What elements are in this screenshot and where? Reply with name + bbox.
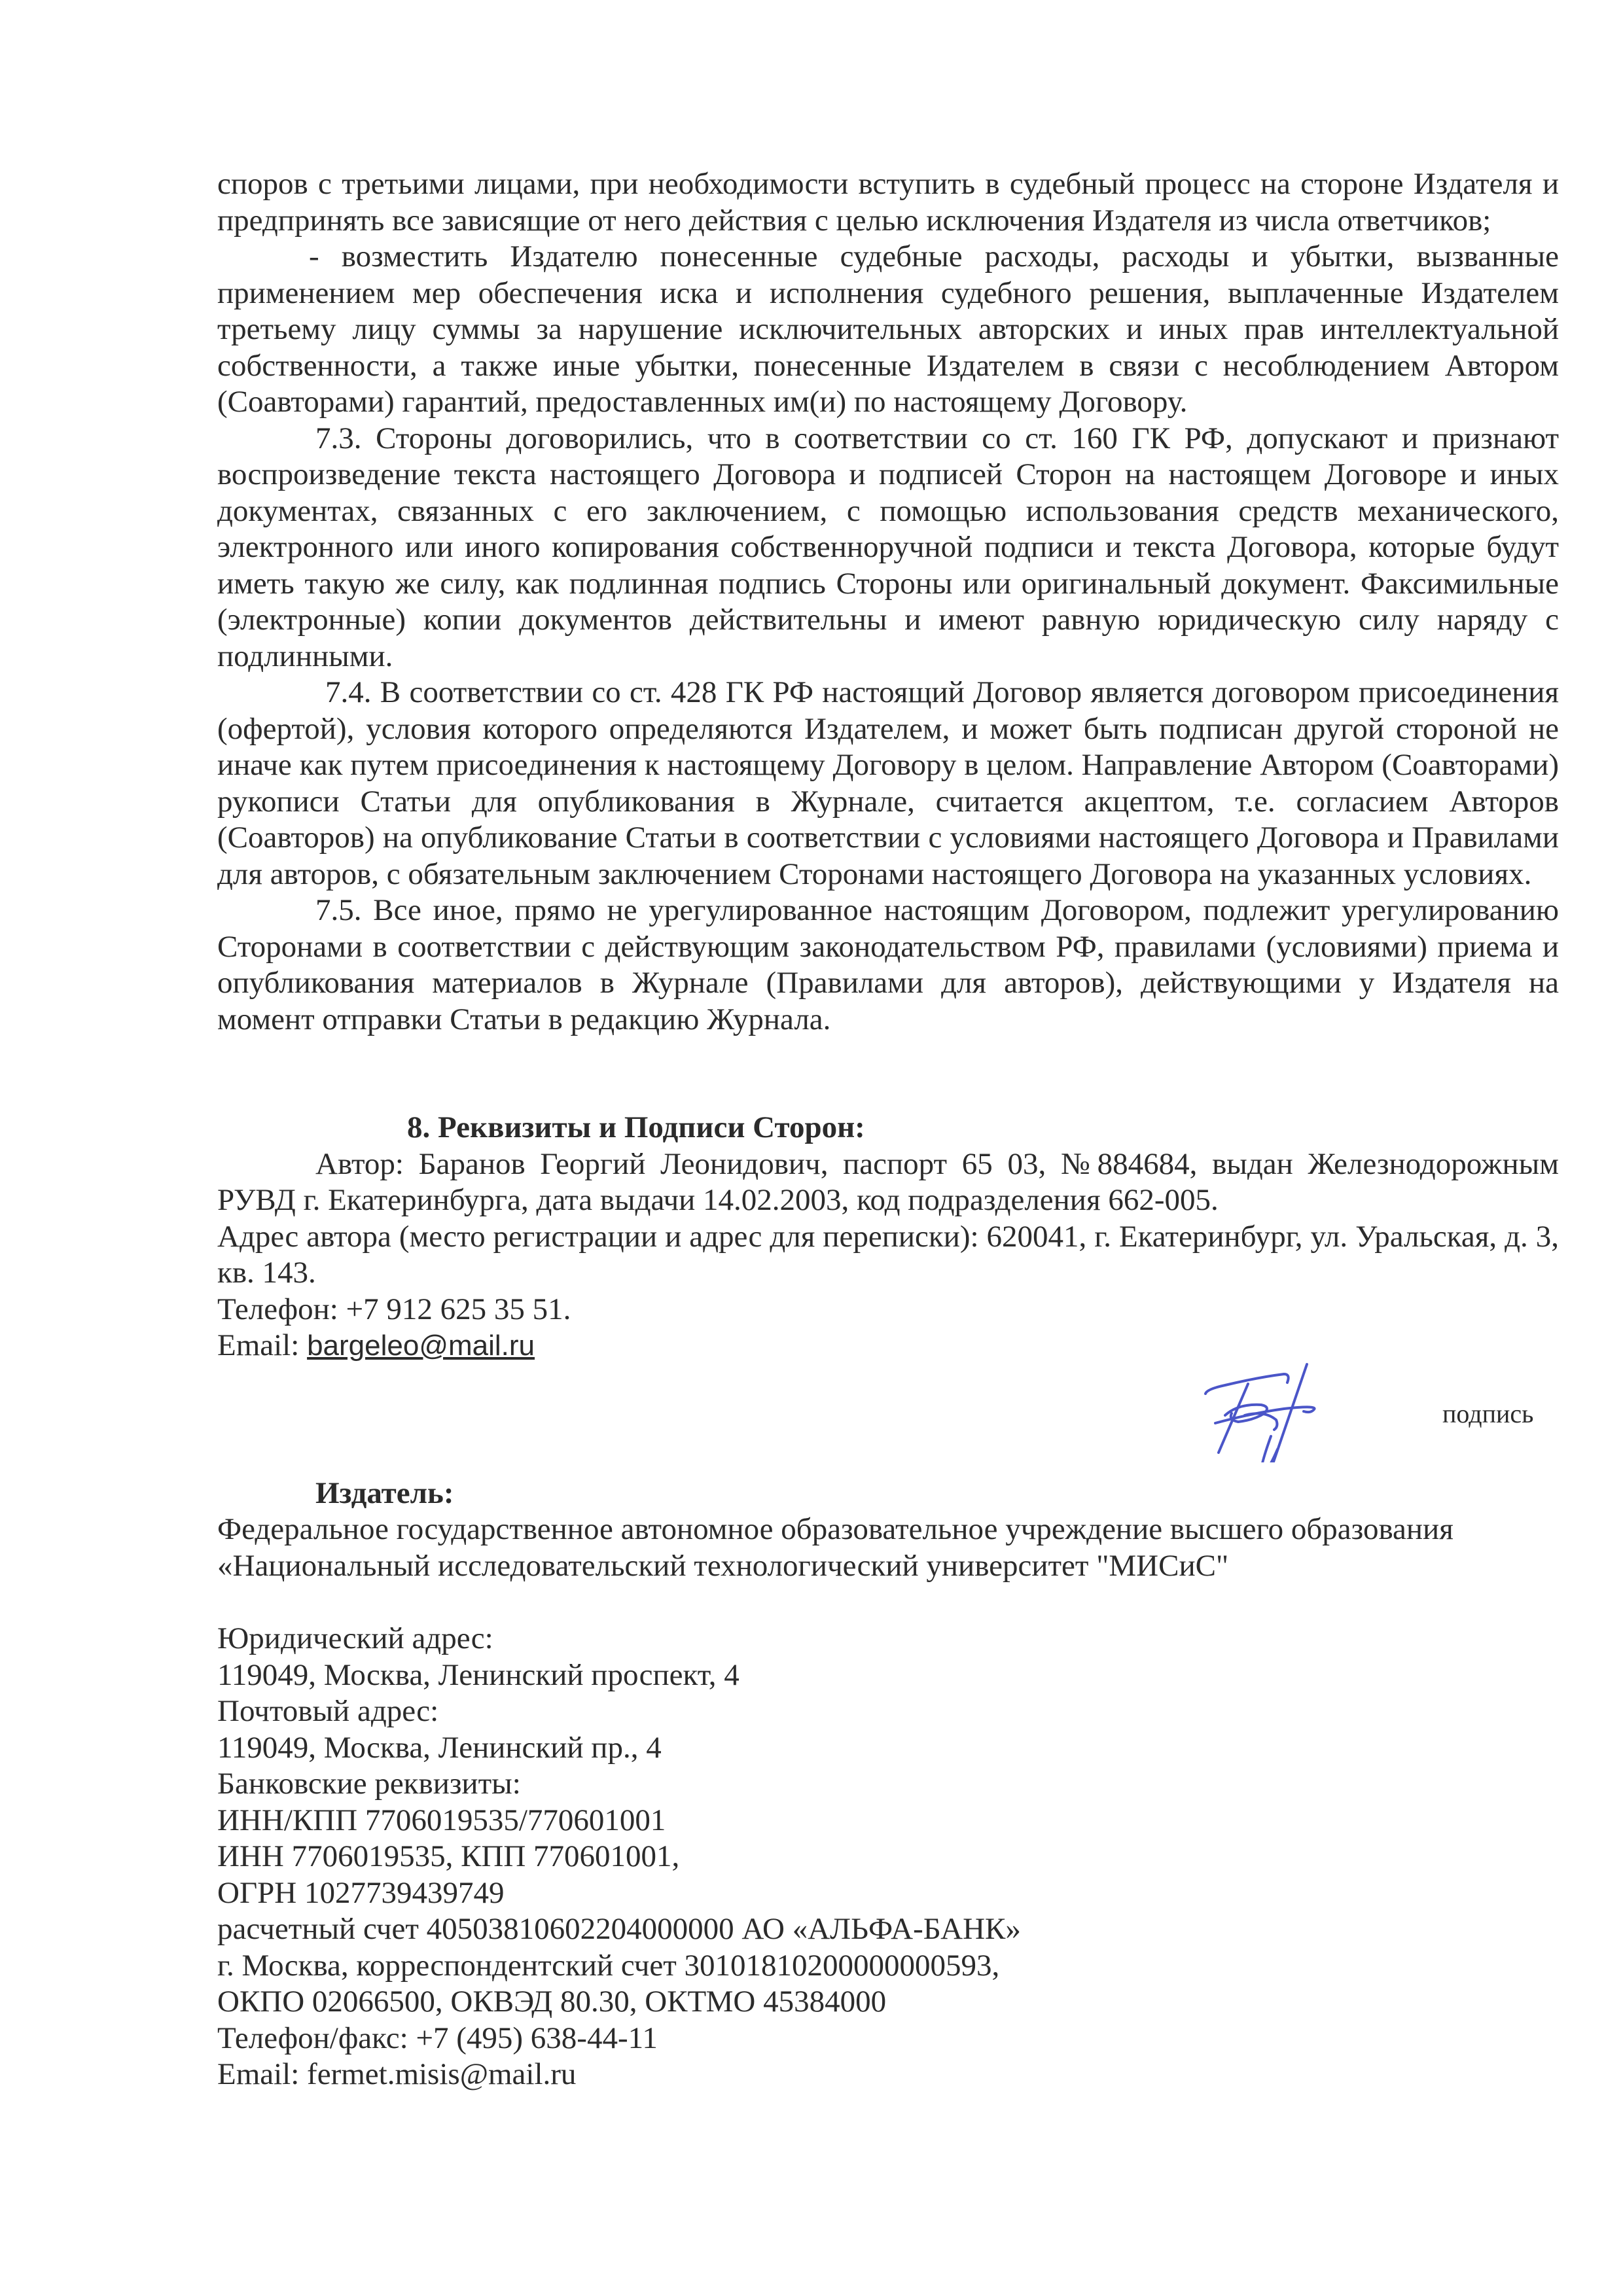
author-email-link[interactable]: bargeleo@mail.ru [307,1330,535,1362]
author-email-line [217,1328,1559,1364]
handwritten-signature-icon [1199,1358,1330,1462]
section-8-title: 8. Реквизиты и Подписи Сторон: [407,1110,865,1144]
author-email-label: Email: [217,1328,308,1362]
author-phone: Телефон: +7 912 625 35 51. [217,1292,571,1326]
statistical-codes: ОКПО 02066500, ОКВЭД 80.30, ОКТМО 45384000 [217,1985,887,2019]
author-signature-row [217,1364,1559,1475]
clause-7-5: 7.5. Все иное, прямо не урегулированное настоящим Договором, подлежит урегулированию Сторонами в соответствии с действующим законодательством РФ, правилами (условиями) приема и опубликования материалов в Журнале (Правилами для авторов), действующими у Издателя на момент отправки Статьи в редакцию Журнала. [217,893,1559,1036]
postal-address-label: Почтовый адрес: [217,1694,439,1728]
clause-7-2-bullet: - возместить Издателю понесенные судебные расходы, расходы и убытки, вызванные применением мер обеспечения иска и исполнения судебного решения, выплаченные Издателем третьему лицу суммы за нарушение исключительных авторских и иных прав интеллектуальной собственности, а также иные убытки, понесенные Издателем в связи с несоблюдением Автором (Соавторами) гарантий, предоставленных им(и) по настоящему Договору. [217,239,1559,419]
author-details: Автор: Баранов Георгий Леонидович, паспорт 65 03, №884684, выдан Железнодорожным РУВД г. Екатеринбурга, дата выдачи 14.02.2003, код подразделения 662-005. [217,1146,1559,1217]
author-address: Адрес автора (место регистрации и адрес для переписки): 620041, г. Екатеринбург, ул. Уральская, д. 3, кв. 143. [217,1219,1559,1290]
publisher-email: Email: fermet.misis@mail.ru [217,2057,577,2091]
spacer [217,1038,1559,1110]
legal-address: 119049, Москва, Ленинский проспект, 4 [217,1657,740,1692]
inn-kpp-separate: ИНН 7706019535, КПП 770601001, [217,1839,680,1873]
bank-details-label: Банковские реквизиты: [217,1767,521,1801]
document-page [217,166,1559,2093]
publisher-phone-fax: Телефон/факс: +7 (495) 638-44-11 [217,2021,658,2055]
clause-7-2-continuation: споров с третьими лицами, при необходимости вступить в судебный процесс на стороне Издателя и предпринять все зависящие от него действия с целью исключения Издателя из числа ответчиков; [217,167,1559,238]
postal-address: 119049, Москва, Ленинский пр., 4 [217,1730,662,1765]
publisher-name-line-1: Федеральное государственное автономное образовательное учреждение высшего образования [217,1512,1454,1546]
publisher-heading: Издатель: [315,1475,454,1510]
spacer [217,1584,1559,1621]
ogrn: ОГРН 1027739439749 [217,1875,505,1910]
publisher-name-line-2: «Национальный исследовательский технологический университет "МИСиС" [217,1548,1229,1583]
correspondent-account: г. Москва, корреспондентский счет 30101810200000000593, [217,1948,1000,1983]
inn-kpp: ИНН/КПП 7706019535/770601001 [217,1803,666,1837]
clause-7-3: 7.3. Стороны договорились, что в соответствии со ст. 160 ГК РФ, допускают и признают воспроизведение текста настоящего Договора и подписей Сторон на настоящем Договоре и иных документах, связанных с его заключением, с помощью использования средств механического, электронного или иного копирования собственноручной подписи и текста Договора, которые будут иметь такую же силу, как подлинная подпись Стороны или оригинальный документ. Факсимильные (электронные) копии документов действительны и имеют равную юридическую силу наряду с подлинными. [217,421,1559,673]
clause-7-4: 7.4. В соответствии со ст. 428 ГК РФ настоящий Договор является договором присоединения (офертой), условия которого определяются Издателем, и может быть подписан другой стороной не иначе как путем присоединения к настоящему Договору в целом. Направление Автором (Соавторами) рукописи Статьи для опубликования в Журнале, считается акцептом, т.е. согласием Авторов (Соавторов) на опубликование Статьи в соответствии с условиями настоящего Договора и Правилами для авторов, с обязательным заключением Сторонами настоящего Договора на указанных условиях. [217,675,1559,891]
settlement-account: расчетный счет 40503810602204000000 АО «АЛЬФА-БАНК» [217,1912,1021,1946]
legal-address-label: Юридический адрес: [217,1621,493,1655]
signature-label: подпись [1442,1398,1534,1428]
